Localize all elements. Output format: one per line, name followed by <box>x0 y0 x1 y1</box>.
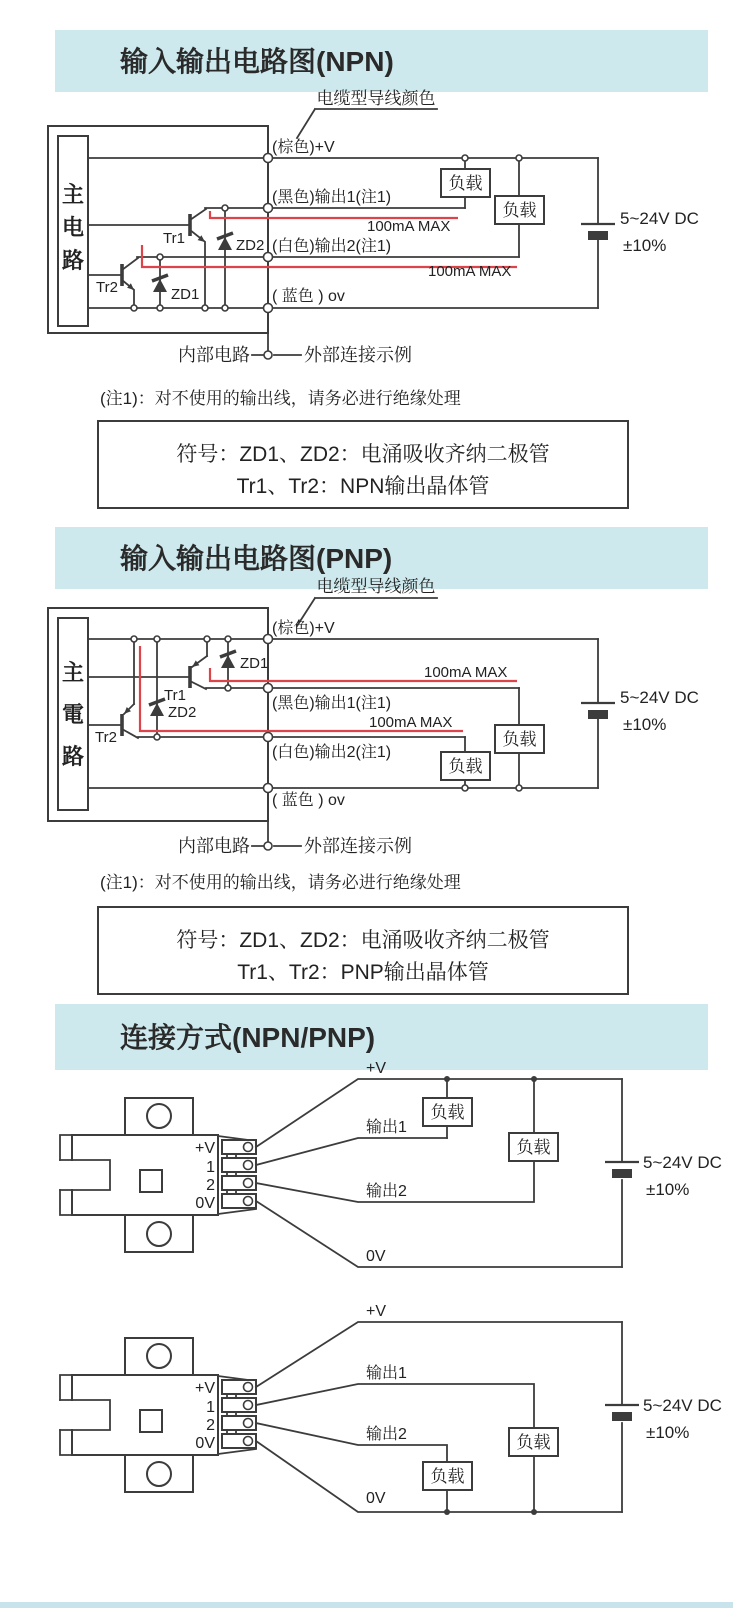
wire-label-out2: 输出2 <box>366 1426 407 1443</box>
max-current-label-2: 100mA MAX <box>428 263 512 280</box>
section-npn <box>48 30 708 508</box>
load-label: 负载 <box>430 1103 465 1122</box>
load-label: 负载 <box>502 201 537 220</box>
tr1-label: Tr1 <box>163 230 185 247</box>
internal-external-row-npn <box>178 345 412 365</box>
load-box <box>509 1133 558 1161</box>
wire-label-out2: 输出2 <box>366 1183 407 1200</box>
external-connection-label: 外部连接示例 <box>304 345 412 365</box>
connection-diagram-npn <box>256 1060 722 1267</box>
load-label: 负载 <box>448 757 483 776</box>
bottom-divider <box>0 1602 733 1608</box>
load-box <box>495 725 544 753</box>
supply-tolerance-label: ±10% <box>623 715 667 734</box>
tr2-label: Tr2 <box>95 729 117 746</box>
section-title-connection: 连接方式(NPN/PNP) <box>120 1022 376 1053</box>
note-pnp: (注1)：对不使用的输出线，请务必进行绝缘处理 <box>100 873 461 892</box>
wire-label-0v: 0V <box>366 1248 386 1265</box>
npn-transistor-tr2 <box>122 258 138 290</box>
supply-tolerance-label: ±10% <box>646 1423 690 1442</box>
terminal-label-brown: (棕色)+V <box>272 139 335 156</box>
zener-diode-zd1 <box>152 275 168 292</box>
section-title-npn: 输入输出电路图(NPN) <box>120 46 394 77</box>
symbol-legend-box-pnp <box>98 907 628 994</box>
supply-voltage-label: 5~24V DC <box>643 1153 722 1172</box>
load-box <box>441 169 490 197</box>
terminal-label-black: (黑色)输出1(注1) <box>272 695 392 712</box>
supply-voltage-label: 5~24V DC <box>643 1396 722 1415</box>
note-npn: (注1)：对不使用的输出线，请务必进行绝缘处理 <box>100 389 461 408</box>
load-box <box>441 752 490 780</box>
section-pnp <box>48 527 708 994</box>
sensor-outline-npn <box>60 1098 256 1252</box>
cable-color-callout-pnp <box>297 577 437 626</box>
zener-diode-zd2 <box>149 699 165 716</box>
load-label: 负载 <box>502 730 537 749</box>
load-label: 负载 <box>448 174 483 193</box>
wire-label-vplus: +V <box>366 1303 387 1320</box>
connection-diagram-pnp <box>256 1303 722 1515</box>
battery-icon <box>581 703 615 719</box>
tr1-label: Tr1 <box>164 687 186 704</box>
supply-tolerance-label: ±10% <box>623 236 667 255</box>
terminal-label-black: (黑色)输出1(注1) <box>272 189 392 206</box>
max-current-label-1: 100mA MAX <box>367 218 451 235</box>
internal-external-row-pnp <box>178 836 412 856</box>
section-title-pnp: 输入输出电路图(PNP) <box>120 543 393 574</box>
load-box <box>423 1098 472 1126</box>
supply-voltage-label: 5~24V DC <box>620 209 699 228</box>
internal-circuit-label: 内部电路 <box>178 345 250 365</box>
main-circuit-char: 主 <box>61 182 85 207</box>
load-label: 负载 <box>516 1138 551 1157</box>
npn-circuit <box>48 126 699 350</box>
cable-color-label: 电缆型导线颜色 <box>316 89 436 108</box>
zener-diode-zd2 <box>217 233 233 250</box>
wire-label-0v: 0V <box>366 1490 386 1507</box>
zd1-label: ZD1 <box>240 655 269 672</box>
zd2-label: ZD2 <box>168 704 197 721</box>
section-connection <box>55 1004 722 1515</box>
max-current-label-1: 100mA MAX <box>424 664 508 681</box>
tr2-label: Tr2 <box>96 279 118 296</box>
cable-color-label: 电缆型导线颜色 <box>316 577 436 596</box>
wire-label-out1: 输出1 <box>366 1365 407 1382</box>
wire-label-out1: 输出1 <box>366 1119 407 1136</box>
main-circuit-char: 电 <box>61 215 85 240</box>
terminal-label-white: (白色)输出2(注1) <box>272 744 392 761</box>
symbol-legend-box-npn <box>98 421 628 508</box>
zd1-label: ZD1 <box>171 286 200 303</box>
supply-voltage-label: 5~24V DC <box>620 688 699 707</box>
internal-circuit-label: 内部电路 <box>178 836 250 856</box>
npn-transistor-tr1 <box>190 209 206 242</box>
main-circuit-char: 路 <box>61 744 85 769</box>
symbol-legend-line2: Tr1、Tr2：PNP输出晶体管 <box>237 961 489 984</box>
load-label: 负载 <box>516 1433 551 1452</box>
supply-tolerance-label: ±10% <box>646 1180 690 1199</box>
terminal-label-white: (白色)输出2(注1) <box>272 238 392 255</box>
symbol-legend-line1: 符号：ZD1、ZD2：电涌吸收齐纳二极管 <box>176 443 550 466</box>
battery-icon <box>605 1162 639 1178</box>
terminal-label-brown: (棕色)+V <box>272 620 335 637</box>
pnp-circuit <box>48 608 699 841</box>
sensor-outline-pnp <box>60 1338 256 1492</box>
load-box <box>495 196 544 224</box>
load-label: 负载 <box>430 1467 465 1486</box>
pnp-transistor-tr1 <box>190 656 207 689</box>
main-circuit-char: 電 <box>61 702 85 727</box>
zener-diode-zd1 <box>220 651 236 668</box>
terminal-label-blue: ( 蓝色 ) ov <box>272 792 345 809</box>
cable-color-callout-npn <box>297 89 437 138</box>
symbol-legend-line2: Tr1、Tr2：NPN输出晶体管 <box>236 475 490 498</box>
main-circuit-char: 路 <box>61 248 85 273</box>
battery-icon <box>605 1405 639 1421</box>
load-box <box>423 1462 472 1490</box>
symbol-legend-line1: 符号：ZD1、ZD2：电涌吸收齐纳二极管 <box>176 929 550 952</box>
load-box <box>509 1428 558 1456</box>
main-circuit-char: 主 <box>61 660 85 685</box>
external-connection-label: 外部连接示例 <box>304 836 412 856</box>
wire-label-vplus: +V <box>366 1060 387 1077</box>
battery-icon <box>581 224 615 240</box>
max-current-label-2: 100mA MAX <box>369 714 453 731</box>
terminal-label-blue: ( 蓝色 ) ov <box>272 288 345 305</box>
pnp-transistor-tr2 <box>122 704 138 738</box>
zd2-label: ZD2 <box>236 237 265 254</box>
